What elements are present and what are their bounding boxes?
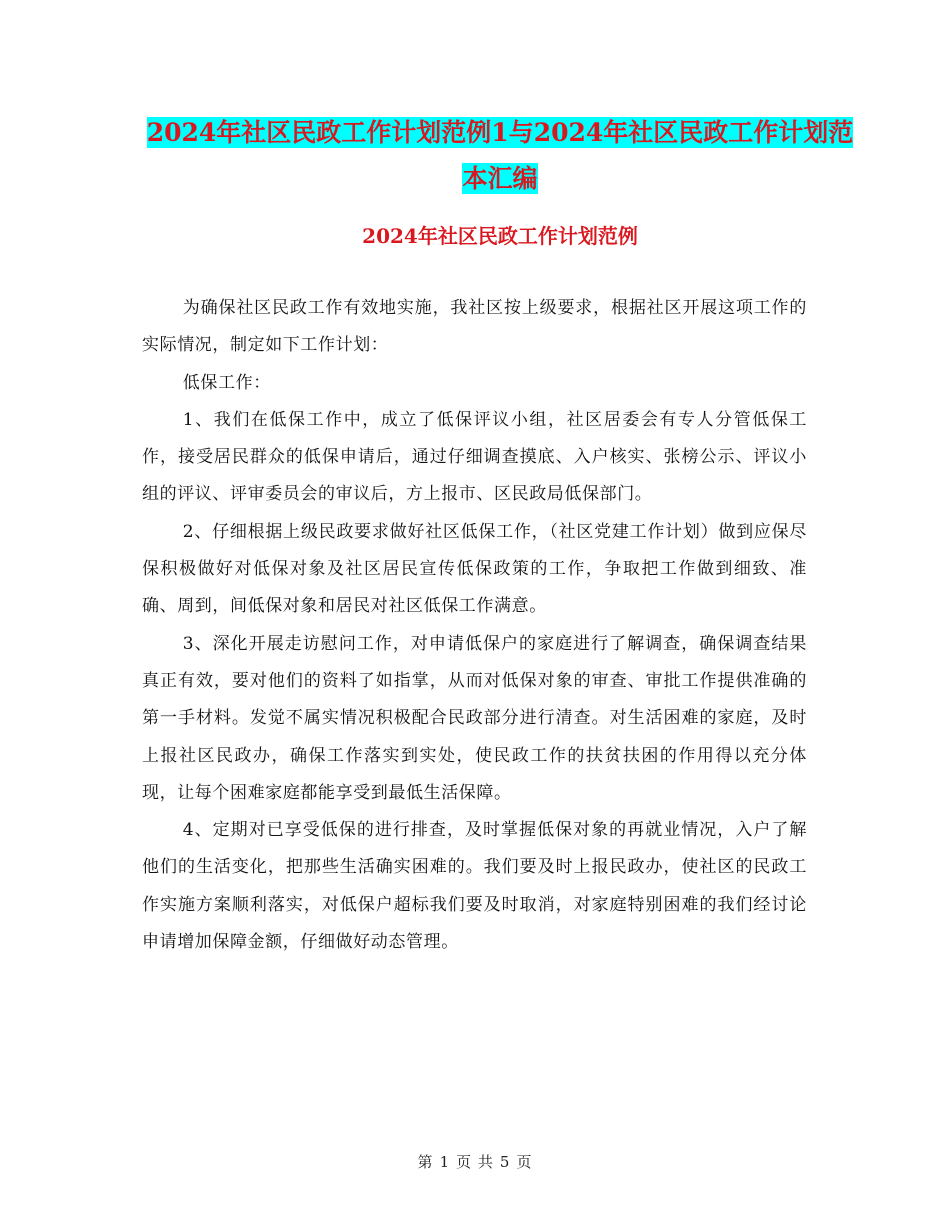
document-body xyxy=(142,290,807,961)
footer-suffix: 页 xyxy=(516,1153,533,1171)
page-footer xyxy=(0,1150,950,1174)
footer-current-page: 1 xyxy=(439,1153,451,1171)
paragraph-intro: 为确保社区民政工作有效地实施，我社区按上级要求，根据社区开展这项工作的实际情况，制定如下工作计划： xyxy=(142,298,807,356)
footer-mid: 页 共 xyxy=(456,1153,494,1171)
document-title-text: 2024年社区民政工作计划范例1与2024年社区民政工作计划范本汇编 xyxy=(146,118,854,193)
paragraph-item-4: 4、定期对已享受低保的进行排查，及时掌握低保对象的再就业情况，入户了解他们的生活变化，把那些生活确实困难的。我们要及时上报民政办，使社区的民政工作实施方案顺利落实，对低保户超标我们要及时取消，对家庭特别困难的我们经讨论申请增加保障金额，仔细做好动态管理。 xyxy=(142,820,807,953)
document-title xyxy=(140,110,860,202)
footer-total-pages: 5 xyxy=(499,1153,511,1171)
paragraph-item-1: 1、我们在低保工作中，成立了低保评议小组，社区居委会有专人分管低保工作，接受居民群众的低保申请后，通过仔细调查摸底、入户核实、张榜公示、评议小组的评议、评审委员会的审议后，方上报市、区民政局低保部门。 xyxy=(142,409,807,505)
paragraph-item-3: 3、深化开展走访慰问工作，对申请低保户的家庭进行了解调查，确保调查结果真正有效，要对他们的资料了如指掌，从而对低保对象的审查、审批工作提供准确的第一手材料。发觉不属实情况积极配合民政部分进行清查。对生活困难的家庭，及时上报社区民政办，确保工作落实到实处，使民政工作的扶贫扶困的作用得以充分体现，让每个困难家庭都能享受到最低生活保障。 xyxy=(142,633,807,803)
footer-prefix: 第 xyxy=(417,1153,434,1171)
paragraph-item-2: 2、仔细根据上级民政要求做好社区低保工作，（社区党建工作计划）做到应保尽保积极做好对低保对象及社区居民宣传低保政策的工作，争取把工作做到细致、准确、周到，间低保对象和居民对社区低保工作满意。 xyxy=(142,521,807,617)
paragraph-heading-dibao: 低保工作： xyxy=(182,372,271,393)
section-title: 2024年社区民政工作计划范例 xyxy=(362,224,638,248)
